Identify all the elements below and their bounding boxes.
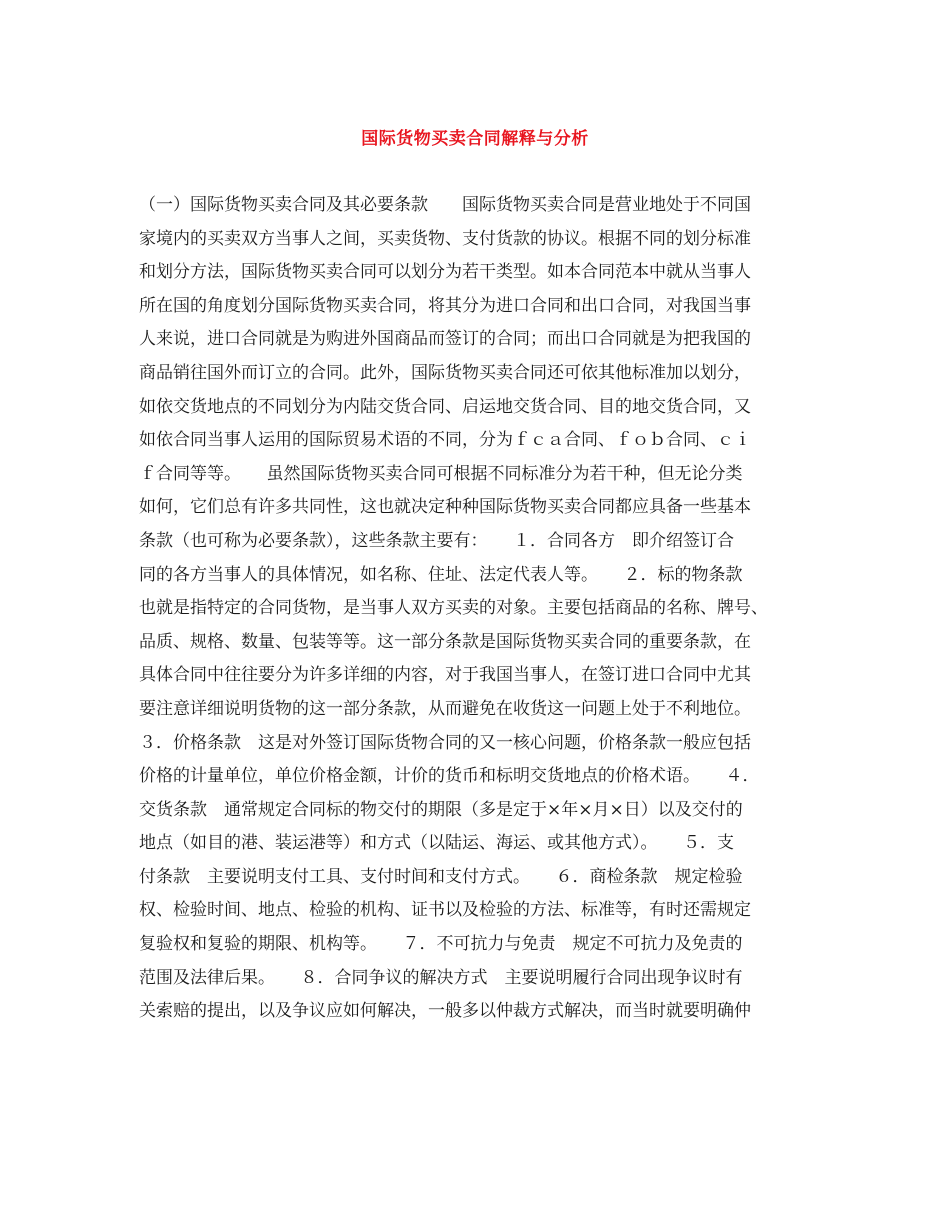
document-title: 国际货物买卖合同解释与分析 bbox=[361, 129, 589, 149]
body-line: 复验权和复验的期限、机构等。 ７．不可抗力与免责 规定不可抗力及免责的 bbox=[139, 934, 743, 955]
body-line: 权、检验时间、地点、检验的机构、证书以及检验的方法、标准等，有时还需规定 bbox=[139, 900, 751, 921]
body-line: 如依交货地点的不同划分为内陆交货合同、启运地交货合同、目的地交货合同，又 bbox=[139, 396, 751, 417]
body-line: 范围及法律后果。 ８．合同争议的解决方式 主要说明履行合同出现争议时有 bbox=[139, 967, 743, 988]
body-line: ３．价格条款 这是对外签订国际货物合同的又一核心问题，价格条款一般应包括 bbox=[139, 732, 751, 753]
body-line: 商品销往国外而订立的合同。此外，国际货物买卖合同还可依其他标准加以划分， bbox=[139, 362, 751, 383]
document-body bbox=[139, 189, 829, 1029]
body-line: 人来说，进口合同就是为购进外国商品而签订的合同；而出口合同就是为把我国的 bbox=[139, 329, 751, 350]
body-line: 价格的计量单位，单位价格金额，计价的货币和标明交货地点的价格术语。 ４． bbox=[139, 766, 760, 787]
body-line: 也就是指特定的合同货物，是当事人双方买卖的对象。主要包括商品的名称、牌号、 bbox=[139, 598, 768, 619]
body-line: 和划分方法，国际货物买卖合同可以划分为若干类型。如本合同范本中就从当事人 bbox=[139, 262, 751, 283]
body-line: 关索赔的提出，以及争议应如何解决，一般多以仲裁方式解决，而当时就要明确仲 bbox=[139, 1001, 751, 1022]
body-line: 如何，它们总有许多共同性，这也就决定种种国际货物买卖合同都应具备一些基本 bbox=[139, 497, 751, 518]
body-line: 要注意详细说明货物的这一部分条款，从而避免在收货这一问题上处于不利地位。 bbox=[139, 698, 751, 719]
body-line: 同的各方当事人的具体情况，如名称、住址、法定代表人等。 ２．标的物条款 bbox=[139, 564, 743, 585]
body-line: 所在国的角度划分国际货物买卖合同，将其分为进口合同和出口合同，对我国当事 bbox=[139, 295, 751, 316]
body-line: ｆ合同等等。 虽然国际货物买卖合同可根据不同标准分为若干种，但无论分类 bbox=[139, 463, 743, 484]
body-line: 具体合同中往往要分为许多详细的内容，对于我国当事人，在签订进口合同中尤其 bbox=[139, 665, 751, 686]
body-line: 如依合同当事人运用的国际贸易术语的不同，分为ｆｃａ合同、ｆｏｂ合同、ｃｉ bbox=[139, 430, 751, 451]
body-line: 家境内的买卖双方当事人之间，买卖货物、支付货款的协议。根据不同的划分标准 bbox=[139, 228, 751, 249]
body-line: 品质、规格、数量、包装等等。这一部分条款是国际货物买卖合同的重要条款，在 bbox=[139, 631, 751, 652]
body-line: 交货条款 通常规定合同标的物交付的期限（多是定于×年×月×日）以及交付的 bbox=[139, 799, 743, 820]
body-line: 地点（如目的港、装运港等）和方式（以陆运、海运、或其他方式）。 ５．支 bbox=[139, 833, 734, 854]
body-line: （一）国际货物买卖合同及其必要条款 国际货物买卖合同是营业地处于不同国 bbox=[139, 195, 751, 215]
body-line: 付条款 主要说明支付工具、支付时间和支付方式。 ６．商检条款 规定检验 bbox=[139, 866, 743, 887]
body-line: 条款（也可称为必要条款），这些条款主要有： １．合同各方 即介绍签订合 bbox=[139, 530, 734, 551]
